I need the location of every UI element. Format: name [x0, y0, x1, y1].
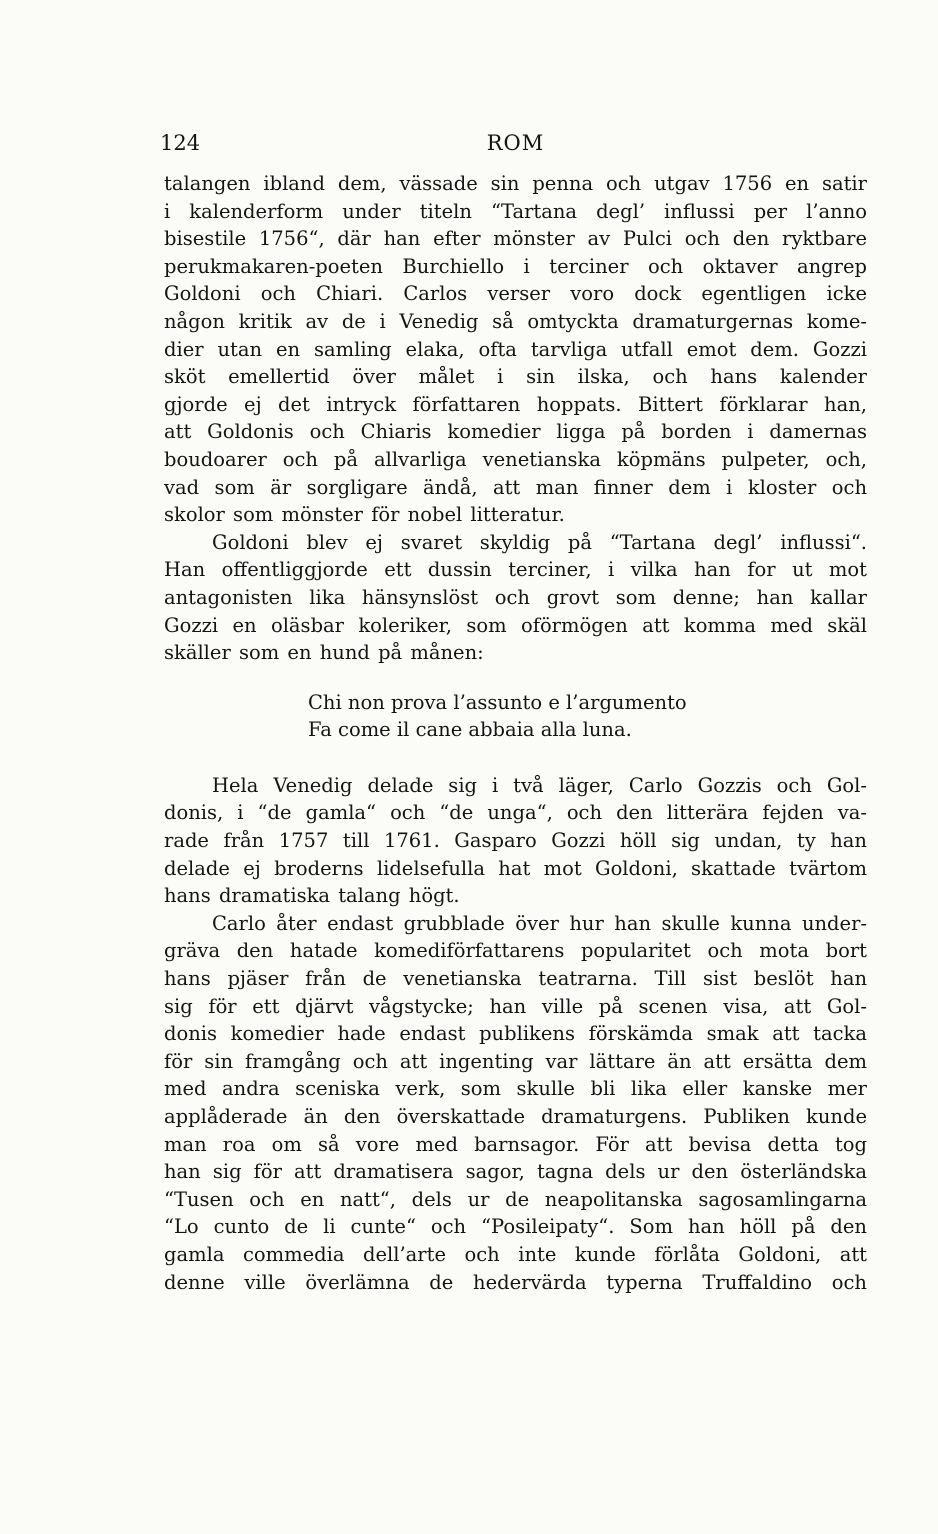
text-line: Goldoni blev ej svaret skyldig på “Tartana degl’ influssi“. [212, 530, 867, 554]
verse-line: Fa come il cane abbaia alla luna. [308, 718, 632, 742]
body-text [164, 170, 867, 1296]
text-line: sig för ett djärvt vågstycke; han ville på scenen visa, att Gol- [164, 994, 867, 1018]
text-line: delade ej broderns lidelsefulla hat mot Goldoni, skattade tvärtom [164, 856, 867, 880]
text-line: Goldoni och Chiari. Carlos verser voro dock egentligen icke [164, 282, 867, 306]
text-line: Carlo åter endast grubblade över hur han skulle kunna under- [212, 911, 867, 935]
text-line: han sig för att dramatisera sagor, tagna dels ur den österländska [164, 1160, 867, 1184]
text-line: dier utan en samling elaka, ofta tarvliga utfall emot dem. Gozzi [164, 337, 867, 361]
text-line: Han offentliggjorde ett dussin terciner, i vilka han for ut mot [164, 558, 867, 582]
text-line: talangen ibland dem, vässade sin penna och utgav 1756 en satir [164, 172, 867, 195]
text-line: att Goldonis och Chiaris komedier ligga på borden i damernas [164, 420, 867, 444]
paragraph [164, 772, 867, 910]
text-line: rade från 1757 till 1761. Gasparo Gozzi höll sig undan, ty han [164, 829, 867, 853]
text-line: gjorde ej det intryck författaren hoppats. Bittert förklarar han, [164, 392, 867, 416]
text-line: perukmakaren-poeten Burchiello i terciner och oktaver angrep [164, 254, 867, 278]
paragraph [164, 910, 867, 1296]
text-line: boudoarer och på allvarliga venetianska köpmäns pulpeter, och, [164, 447, 867, 471]
running-head [160, 128, 867, 158]
paragraph [164, 529, 867, 667]
text-line: vad som är sorgligare ändå, att man finner dem i kloster och [164, 475, 867, 499]
text-line: hans pjäser från de venetianska teatrarna. Till sist beslöt han [164, 967, 867, 991]
text-line: applåderade än den överskattade dramaturgens. Publiken kunde [164, 1105, 867, 1128]
text-line: hans dramatiska talang högt. [164, 884, 460, 908]
text-line: donis, i “de gamla“ och “de unga“, och den litterära fejden va- [164, 801, 867, 825]
text-line: med andra sceniska verk, som skulle bli lika eller kanske mer [164, 1077, 867, 1101]
text-line: man roa om så vore med barnsagor. För att bevisa detta tog [164, 1132, 867, 1156]
text-line: Hela Venedig delade sig i två läger, Carlo Gozzis och Gol- [212, 773, 867, 797]
text-line: sköt emellertid över målet i sin ilska, och hans kalender [164, 365, 867, 389]
text-line: “Tusen och en natt“, dels ur de neapolitanska sagosamlingarna [164, 1187, 867, 1211]
text-line: skolor som mönster för nobel litteratur. [164, 503, 565, 527]
text-line: Gozzi en oläsbar koleriker, som oförmögen att komma med skäl [164, 613, 867, 637]
text-line: donis komedier hade endast publikens förskämda smak att tacka [164, 1022, 867, 1046]
text-line: för sin framgång och att ingenting var lättare än att ersätta dem [164, 1049, 867, 1073]
text-line: gräva den hatade komediförfattarens popularitet och mota bort [164, 939, 867, 963]
text-line: i kalenderform under titeln “Tartana degl’ influssi per l’anno [164, 199, 867, 223]
verse-line: Chi non prova l’assunto e l’argumento [308, 690, 687, 714]
text-line: gamla commedia dell’arte och inte kunde förlåta Goldoni, att [164, 1242, 867, 1266]
text-line: skäller som en hund på månen: [164, 641, 484, 665]
text-line: bisestile 1756“, där han efter mönster av Pulci och den ryktbare [164, 227, 867, 251]
text-line: denne ville överlämna de hedervärda typerna Truffaldino och [164, 1270, 867, 1294]
text-line: antagonisten lika hänsynslöst och grovt som denne; han kallar [164, 585, 867, 609]
text-line: “Lo cunto de li cunte“ och “Posileipaty“. Som han höll på den [164, 1215, 867, 1239]
text-line: någon kritik av de i Venedig så omtyckta dramaturgernas kome- [164, 309, 867, 333]
paragraph [164, 170, 867, 529]
running-title: ROM [486, 131, 545, 155]
page-number: 124 [160, 131, 201, 155]
verse-quotation [308, 689, 867, 744]
